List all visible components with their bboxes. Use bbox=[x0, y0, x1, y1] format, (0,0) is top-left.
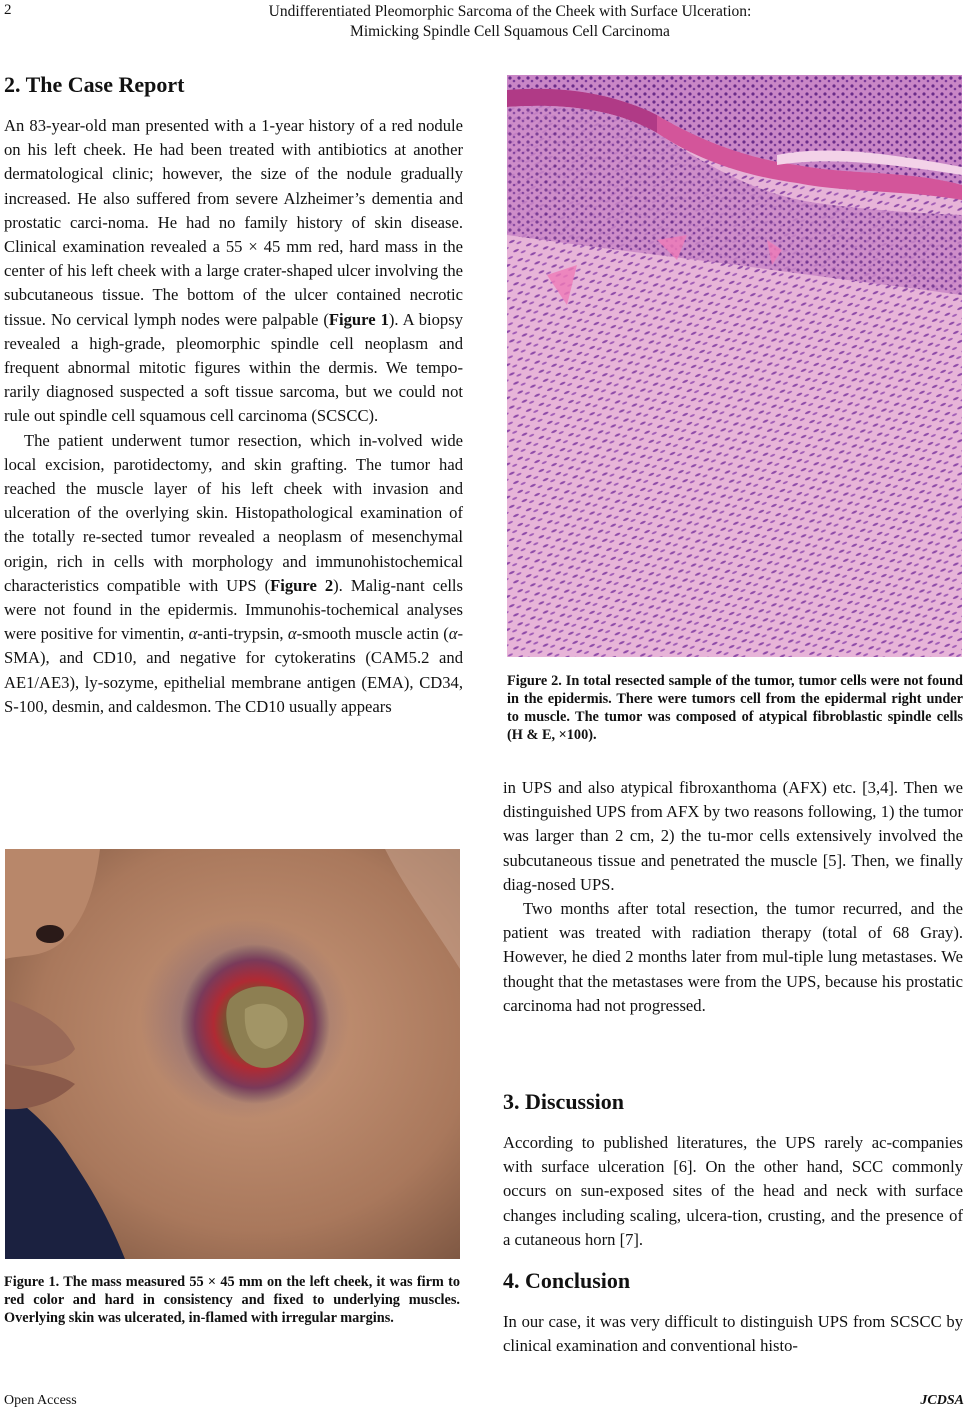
figure-reference: Figure 1 bbox=[328, 309, 389, 329]
discussion-text bbox=[503, 1131, 963, 1252]
right-column-text bbox=[503, 776, 963, 1018]
left-column-text bbox=[4, 114, 463, 719]
page-number: 2 bbox=[4, 2, 12, 18]
conclusion-text bbox=[503, 1310, 963, 1358]
paragraph: An 83-year-old man presented with a 1-year history of a red nodule on his left cheek. He had been treated with antibiotics at another dermatological clinic; however, the size of the nodule gradually increased. He also suffered from severe Alzheimer’s dementia and prostatic carci-noma. He had no family history of skin disease. Clinical examination revealed a 55 × 45 mm red, hard mass in the center of his left cheek with a large crater-shaped ulcer involving the subcutaneous tissue. The bottom of the ulcer contained necrotic tissue. No cervical lymph nodes were palpable (Figure 1). A biopsy revealed a high-grade, pleomorphic spindle cell neoplasm and frequent abnormal mitotic figures within the dermis. We tempo-rarily diagnosed suspected a soft tissue sarcoma, but we could not rule out spindle cell squamous cell carcinoma (SCSCC). bbox=[4, 116, 463, 426]
figure-2-histology-image bbox=[507, 75, 962, 657]
running-header-line2: Mimicking Spindle Cell Squamous Cell Carcinoma bbox=[350, 23, 670, 40]
figure-1-clinical-photo bbox=[5, 849, 460, 1259]
figure-2-caption: Figure 2. In total resected sample of the tumor, tumor cells were not found in the epidermis. There were tumors cell from the epidermal right under to muscle. The tumor was composed of atypical fibroblastic spindle cells (H & E, ×100). bbox=[507, 673, 963, 743]
figure-reference: Figure 2 bbox=[270, 575, 334, 595]
running-header bbox=[200, 2, 820, 42]
paragraph: The patient underwent tumor resection, which in-volved wide local excision, parotidectomy, and skin grafting. The tumor had reached the muscle layer of his left cheek with invasion and ulceration of the overlying skin. Histopathological examination of the totally re-sected tumor revealed a neoplasm of mesenchymal origin, rich in cells with morphology and immunohistochemical characteristics compatible with UPS (Figure 2). Malig-nant cells were not found in the epidermis. Immunohis-tochemical analyses were positive for vimentin, α-anti-trypsin, α-smooth muscle actin (α-SMA), and CD10, and negative for cytokeratins (CAM5.2 and AE1/AE3), ly-sozyme, epithelial membrane antigen (EMA), CD34, S-100, desmin, and caldesmon. The CD10 usually appears bbox=[4, 430, 463, 716]
running-header-line1: Undifferentiated Pleomorphic Sarcoma of the Cheek with Surface Ulceration: bbox=[268, 3, 752, 20]
section-heading-discussion: 3. Discussion bbox=[503, 1089, 625, 1114]
footer-open-access: Open Access bbox=[4, 1393, 77, 1408]
figure-1-caption: Figure 1. The mass measured 55 × 45 mm on the left cheek, it was firm to red color and hard in consistency and fixed to underlying muscles. Overlying skin was ulcerated, in-flamed with irregular margins. bbox=[4, 1274, 460, 1326]
section-heading-case-report: 2. The Case Report bbox=[4, 72, 185, 97]
paragraph: According to published literatures, the UPS rarely ac-companies with surface ulceration [6]. On the other hand, SCC commonly occurs on sun-exposed sites of the head and neck with surface changes including scaling, ulcera-tion, crusting, and the presence of a cutaneous horn [7]. bbox=[503, 1133, 963, 1249]
paragraph: in UPS and also atypical fibroxanthoma (AFX) etc. [3,4]. Then we distinguished UPS from AFX by two reasons following, 1) the tumor was larger than 2 cm, 2) the tu-mor cells extensively involved the subcutaneous tissue and penetrated the muscle [5]. Then, we finally diag-nosed UPS. bbox=[503, 778, 963, 894]
section-heading-conclusion: 4. Conclusion bbox=[503, 1268, 631, 1293]
footer-journal: JCDSA bbox=[920, 1393, 964, 1408]
paragraph: In our case, it was very difficult to distinguish UPS from SCSCC by clinical examination and conventional histo- bbox=[503, 1312, 963, 1356]
paragraph: Two months after total resection, the tumor recurred, and the patient was treated with radiation therapy (total of 68 Gray). However, he died 2 months later from mul-tiple lung metastases. We thought that the metastases were from the UPS, because his prostatic carcinoma had not progressed. bbox=[503, 899, 963, 1015]
